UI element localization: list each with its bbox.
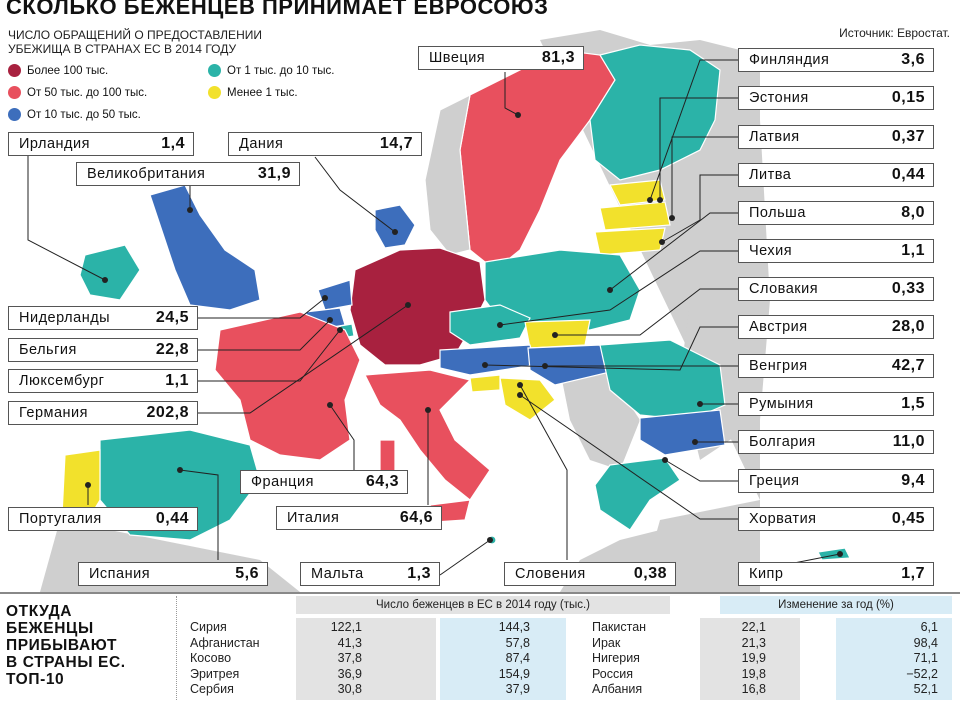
region-austria [440, 345, 535, 375]
origin-change: 6,1 [920, 620, 938, 634]
label-name: Словакия [749, 281, 819, 297]
label-name: Литва [749, 167, 792, 183]
origin-country: Косово [190, 651, 232, 665]
label-name: Польша [749, 205, 806, 221]
legend-item-under1 [208, 86, 298, 99]
label-slovenia [504, 562, 676, 586]
label-value: 1,7 [901, 565, 925, 582]
left-names [190, 620, 260, 698]
label-value: 1,1 [165, 372, 189, 389]
origin-change: 87,4 [505, 651, 530, 665]
region-cyprus [818, 548, 850, 560]
origin-count: 41,3 [337, 635, 362, 650]
label-malta [300, 562, 440, 586]
label-value: 24,5 [155, 309, 189, 326]
label-value: 64,6 [399, 509, 433, 526]
subtitle-line-2: УБЕЖИЩА В СТРАНАХ ЕС В 2014 ГОДУ [8, 42, 237, 56]
label-value: 3,6 [901, 51, 925, 68]
label-name: Латвия [749, 129, 800, 145]
origin-country: Сирия [190, 620, 227, 634]
label-value: 0,44 [891, 166, 925, 183]
label-value: 0,15 [891, 89, 925, 106]
label-name: Португалия [19, 511, 102, 527]
header-count: Число беженцев в ЕС в 2014 году (тыс.) [375, 599, 591, 611]
origin-country: Нигерия [592, 651, 640, 665]
origin-country: Пакистан [592, 620, 647, 634]
source-note: Источник: Евростат. [839, 26, 950, 40]
legend-swatch-icon [8, 64, 21, 77]
subtitle-line-1: ЧИСЛО ОБРАЩЕНИЙ О ПРЕДОСТАВЛЕНИИ [8, 28, 262, 42]
origin-country: Албания [592, 682, 643, 696]
origin-change: 52,1 [913, 682, 938, 696]
label-name: Мальта [311, 566, 364, 582]
origin-title-line: БЕЖЕНЦЫ [6, 620, 94, 637]
label-name: Словения [515, 566, 586, 582]
right-names [592, 620, 646, 698]
label-value: 202,8 [146, 404, 189, 421]
origin-count: 37,8 [337, 651, 362, 665]
origin-count: 19,8 [741, 666, 766, 681]
label-name: Испания [89, 566, 151, 582]
origin-count: 122,1 [330, 620, 362, 634]
region-slovenia [470, 375, 500, 392]
label-value: 28,0 [891, 318, 925, 335]
region-sweden [460, 50, 615, 270]
legend-item-1to10 [208, 64, 334, 77]
region-netherlands [318, 280, 352, 310]
label-value: 64,3 [365, 473, 399, 490]
header-change: Изменение за год (%) [778, 599, 894, 611]
label-croatia [738, 507, 934, 531]
label-value: 0,44 [155, 510, 189, 527]
label-name: Венгрия [749, 358, 808, 374]
label-bulgaria [738, 430, 934, 454]
label-germany [8, 401, 198, 425]
origin-count: 22,1 [741, 620, 766, 634]
origin-change: 154,9 [498, 666, 530, 681]
label-name: Румыния [749, 396, 814, 412]
label-lithuania [738, 163, 934, 187]
label-spain [78, 562, 268, 586]
label-value: 11,0 [892, 433, 925, 450]
origin-change: 57,8 [505, 635, 530, 650]
label-greece [738, 469, 934, 493]
label-france [240, 470, 408, 494]
legend-label: От 1 тыс. до 10 тыс. [227, 64, 335, 77]
label-name: Франция [251, 474, 314, 490]
origin-count: 21,3 [741, 635, 766, 650]
label-uk [76, 162, 300, 186]
label-value: 31,9 [257, 165, 291, 182]
label-belgium [8, 338, 198, 362]
legend-label: Более 100 тыс. [27, 64, 109, 77]
label-finland [738, 48, 934, 72]
region-latvia [600, 202, 670, 230]
label-estonia [738, 86, 934, 110]
origin-title-line: ПРИБЫВАЮТ [6, 637, 118, 654]
right-changes [880, 620, 938, 698]
label-romania [738, 392, 934, 416]
region-estonia [610, 180, 665, 205]
left-counts [300, 620, 362, 698]
origin-change: 98,4 [913, 635, 938, 650]
region-ireland [80, 245, 140, 300]
origin-title-line: ОТКУДА [6, 603, 73, 620]
label-ireland [8, 132, 194, 156]
label-value: 1,1 [901, 242, 925, 259]
origin-title-line: В СТРАНЫ ЕС. [6, 654, 126, 671]
label-name: Болгария [749, 434, 816, 450]
legend-swatch-icon [208, 86, 221, 99]
label-czechia [738, 239, 934, 263]
label-value: 0,37 [891, 128, 925, 145]
left-changes [480, 620, 530, 698]
origin-country: Эритрея [190, 666, 240, 681]
label-value: 1,3 [407, 565, 431, 582]
label-value: 0,45 [891, 510, 925, 527]
label-sweden [418, 46, 584, 70]
label-cyprus [738, 562, 934, 586]
label-slovakia [738, 277, 934, 301]
origin-change: 71,1 [913, 651, 938, 665]
legend-swatch-icon [8, 108, 21, 121]
label-value: 8,0 [901, 204, 925, 221]
label-hungary [738, 354, 934, 378]
origin-country: Россия [592, 666, 633, 681]
label-name: Финляндия [749, 52, 830, 68]
legend-label: От 50 тыс. до 100 тыс. [27, 86, 148, 99]
origin-change: −52,2 [906, 666, 938, 681]
label-latvia [738, 125, 934, 149]
label-value: 1,5 [901, 395, 925, 412]
region-denmark [375, 205, 415, 248]
legend-item-10to50 [8, 108, 141, 121]
origin-title-line: ТОП-10 [6, 671, 65, 688]
label-austria [738, 315, 934, 339]
origin-table-title [6, 603, 126, 688]
table-divider [176, 596, 177, 700]
legend-label: От 10 тыс. до 50 тыс. [27, 108, 141, 121]
label-value: 22,8 [155, 341, 189, 358]
label-name: Чехия [749, 243, 793, 259]
label-value: 1,4 [161, 135, 185, 152]
origin-count: 19,9 [741, 651, 766, 665]
label-name: Нидерланды [19, 310, 111, 326]
label-name: Великобритания [87, 166, 206, 182]
origin-count: 36,9 [337, 666, 362, 681]
origin-table [0, 592, 960, 705]
region-lithuania [595, 228, 665, 255]
label-name: Люксембург [19, 373, 105, 389]
origin-country: Ирак [592, 635, 621, 650]
label-denmark [228, 132, 422, 156]
label-poland [738, 201, 934, 225]
label-name: Австрия [749, 319, 808, 335]
label-name: Кипр [749, 566, 784, 582]
region-germany [350, 248, 485, 365]
region-france [215, 312, 360, 460]
legend-swatch-icon [208, 64, 221, 77]
label-value: 0,33 [891, 280, 925, 297]
label-italy [276, 506, 442, 530]
label-name: Ирландия [19, 136, 90, 152]
label-value: 14,7 [379, 135, 413, 152]
label-name: Швеция [429, 50, 486, 66]
label-name: Германия [19, 405, 89, 421]
label-name: Эстония [749, 90, 809, 106]
label-name: Греция [749, 473, 800, 489]
label-value: 42,7 [891, 357, 925, 374]
legend-swatch-icon [8, 86, 21, 99]
label-name: Дания [239, 136, 284, 152]
origin-country: Афганистан [190, 635, 260, 650]
origin-count: 16,8 [741, 682, 766, 696]
origin-change: 144,3 [498, 620, 530, 634]
label-value: 5,6 [235, 565, 259, 582]
label-name: Хорватия [749, 511, 817, 527]
label-portugal [8, 507, 198, 531]
label-name: Бельгия [19, 342, 77, 358]
origin-count: 30,8 [337, 682, 362, 696]
label-value: 81,3 [541, 49, 575, 66]
label-value: 0,38 [633, 565, 667, 582]
label-luxembourg [8, 369, 198, 393]
page-title: СКОЛЬКО БЕЖЕНЦЕВ ПРИНИМАЕТ ЕВРОСОЮЗ [6, 0, 549, 19]
right-counts [712, 620, 766, 698]
subtitle [8, 28, 338, 56]
origin-country: Сербия [190, 682, 234, 696]
origin-change: 37,9 [505, 682, 530, 696]
label-netherlands [8, 306, 198, 330]
label-name: Италия [287, 510, 340, 526]
label-value: 9,4 [901, 472, 925, 489]
region-uk [150, 185, 260, 310]
legend-item-50to100 [8, 86, 147, 99]
legend-item-over100 [8, 64, 108, 77]
legend-label: Менее 1 тыс. [227, 86, 298, 99]
